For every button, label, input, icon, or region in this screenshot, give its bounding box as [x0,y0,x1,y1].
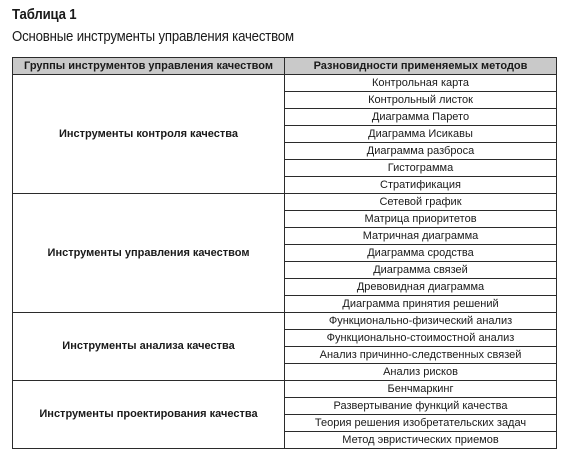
method-cell: Диаграмма связей [285,262,557,279]
group-cell-analysis: Инструменты анализа качества [13,313,285,381]
method-cell: Диаграмма Исикавы [285,126,557,143]
group-cell-control: Инструменты контроля качества [13,75,285,194]
method-cell: Диаграмма разброса [285,143,557,160]
method-cell: Диаграмма принятия решений [285,296,557,313]
header-methods: Разновидности применяемых методов [285,58,557,75]
method-cell: Бенчмаркинг [285,381,557,398]
method-cell: Древовидная диаграмма [285,279,557,296]
header-row [13,58,557,75]
table-row [13,313,557,330]
method-cell: Теория решения изобретательских задач [285,415,557,432]
table-body [13,75,557,449]
table-caption-subtitle: Основные инструменты управления качеством [12,28,294,45]
method-cell: Стратификация [285,177,557,194]
method-cell: Гистограмма [285,160,557,177]
method-cell: Функционально-стоимостной анализ [285,330,557,347]
table-header [13,58,557,75]
table-caption-title: Таблица 1 [12,6,77,23]
method-cell: Диаграмма Парето [285,109,557,126]
header-groups: Группы инструментов управления качеством [13,58,285,75]
method-cell: Контрольный листок [285,92,557,109]
table-row [13,381,557,398]
method-cell: Сетевой график [285,194,557,211]
method-cell: Диаграмма сродства [285,245,557,262]
quality-tools-table [12,57,557,449]
method-cell: Метод эвристических приемов [285,432,557,449]
method-cell: Функционально-физический анализ [285,313,557,330]
method-cell: Анализ рисков [285,364,557,381]
table-row [13,75,557,92]
method-cell: Развертывание функций качества [285,398,557,415]
method-cell: Анализ причинно-следственных связей [285,347,557,364]
method-cell: Матричная диаграмма [285,228,557,245]
group-cell-management: Инструменты управления качеством [13,194,285,313]
method-cell: Матрица приоритетов [285,211,557,228]
method-cell: Контрольная карта [285,75,557,92]
group-cell-design: Инструменты проектирования качества [13,381,285,449]
table-row [13,194,557,211]
